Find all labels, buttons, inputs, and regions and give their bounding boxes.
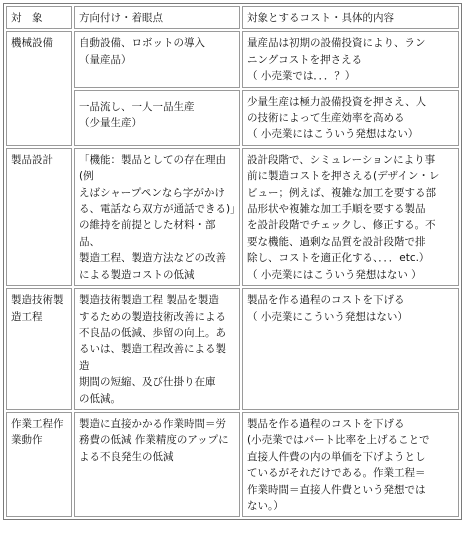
content-line: 製品を作る過程のコストを下げる [247,294,405,307]
table-row [6,288,459,410]
content-line: 要な機能、過剰な品質を設計段階で排 [247,235,426,248]
table-row [6,31,459,87]
content-line: 前に製造コストを押さえる(デザイン・レ [247,170,440,183]
content-line: ニングコストを押さえる [247,53,363,66]
content-line: 少量生産は極力設備投資を押さえ、人 [247,95,427,108]
direction-line: 務費の低減 作業精度のアップに [79,434,229,447]
content-note: （ 小売業では．．．？） [247,70,356,83]
content-line: の技術によって生産効率を高める [247,112,405,125]
content-note: （ 小売業にはこういう発想はない） [247,128,419,141]
direction-line: 製造に直接かかる作業時間＝労 [79,417,226,430]
direction-line: るいは、製造工程改善による製造 [79,343,226,372]
content-cell [242,288,459,410]
subject-cell [6,148,72,286]
cost-table [3,3,462,520]
content-line: ビュー；例えば、複雑な加工を要する部 [247,186,436,199]
header-row [6,6,459,29]
content-cell [242,412,459,517]
direction-line: （少量生産） [79,117,142,130]
direction-line: 製造技術製造工程 製品を製造 [79,294,219,307]
direction-line: えばシャープペンなら字がかけ [79,186,225,199]
content-cell [242,31,459,87]
direction-line: するための製造技術改善による [79,310,226,323]
header-content: 対象とするコスト・具体的内容 [242,6,459,29]
header-direction: 方向付け・着眼点 [74,6,240,29]
subject-text: 製造技術製造工程 [11,294,64,323]
direction-cell [74,90,240,146]
direction-cell [74,412,240,517]
content-line: ているがそれだけである。作業工程＝ [247,467,426,480]
subject-text: 製品設計 [11,153,53,166]
direction-cell [74,288,240,410]
content-line: 製品を作る過程のコストを下げる [247,417,405,430]
table-row [6,90,459,146]
content-note: （ 小売業にこういう発想はない） [247,310,408,323]
content-line: 品形状や複雑な加工手順を要する製品 [247,203,426,216]
direction-line: 製造工程、製造方法などの改善 [79,252,226,265]
content-line: を設計段階でチェックし、修正する。不 [247,219,436,232]
direction-line: 一品流し、一人一品生産 [79,100,195,113]
table-row [6,148,459,286]
subject-text: 作業工程作業動作 [11,417,64,447]
subject-cell [6,31,72,145]
direction-cell [74,148,240,286]
direction-cell [74,31,240,87]
content-line: 直接人件費の内の単価を下げようとし [247,450,426,463]
content-note: （ 小売業にはこういう発想はない ） [247,268,422,281]
content-line: 除し、コストを適正化する、．．．etc.） [247,252,430,265]
content-line: 作業時間＝直接人件費という発想では [247,483,426,496]
content-line: 設計段階で、シミュレーションにより事 [247,153,436,166]
content-line: ない。） [247,499,284,512]
direction-line: 自動設備、ロボットの導入 [79,37,205,50]
content-cell [242,148,459,286]
direction-line: 期間の短縮、及び仕掛り在庫 [79,376,216,389]
direction-line: よる不良発生の低減 [79,450,174,463]
header-subject: 対 象 [6,6,72,29]
content-line: 量産品は初期の設備投資により、ラン [247,37,426,50]
subject-cell [6,412,72,517]
direction-line: による製造コストの低減 [79,268,195,281]
direction-line: の低減。 [79,392,121,405]
direction-line: 不良品の低減、歩留の向上。あ [79,326,226,339]
subject-cell [6,288,72,410]
content-cell [242,90,459,146]
content-line: (小売業ではパート比率を上げることで [247,434,430,447]
document-frame [3,3,462,532]
direction-line: の維持を前提とした材料・部品、 [79,219,216,248]
subject-text: 機械設備 [11,37,53,50]
direction-line: 「機能：製品としての存在理由(例 [79,153,226,183]
direction-line: （量産品） [79,53,132,66]
table-row [6,412,459,517]
direction-line: る、電話なら双方が通話できる)」 [79,203,241,216]
